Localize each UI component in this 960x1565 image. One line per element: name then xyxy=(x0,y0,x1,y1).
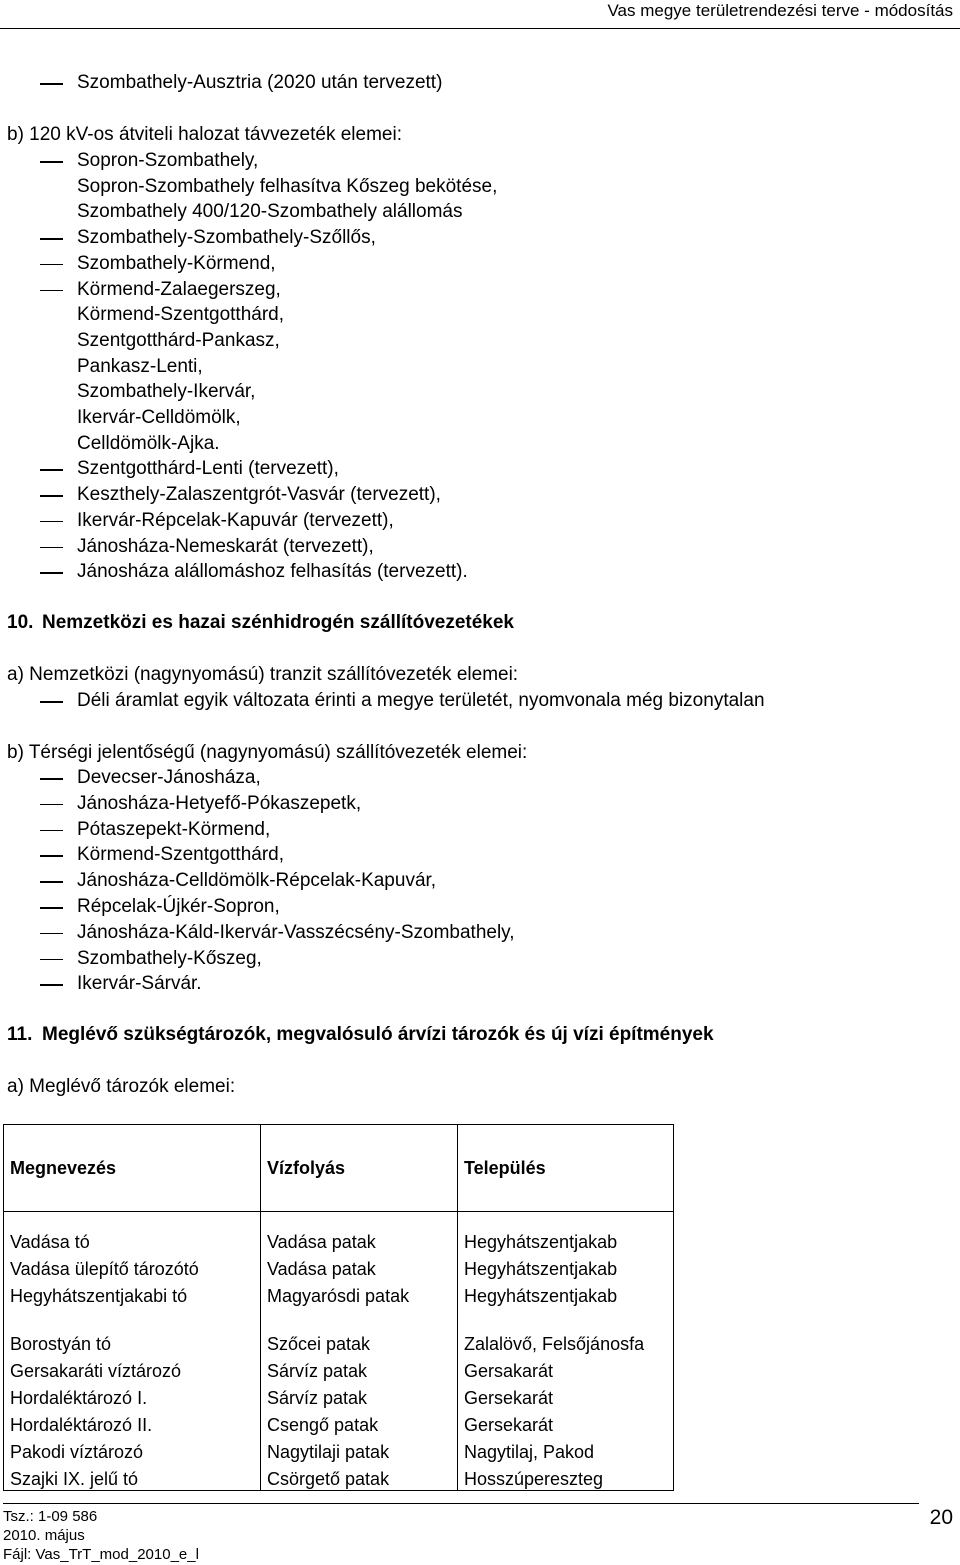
dash-bullet xyxy=(40,161,63,163)
list-item: Ikervár-Sárvár. xyxy=(0,971,960,997)
table-cell: Hordaléktározó II. xyxy=(4,1409,261,1436)
list-item: Sopron-Szombathely felhasítva Kőszeg bekötése, xyxy=(77,175,498,197)
section-10-sub-b: b) Térségi jelentőségű (nagynyomású) szállítóvezeték elemei: xyxy=(7,742,528,763)
dash-bullet xyxy=(40,547,63,549)
reservoirs-table xyxy=(3,1124,674,1491)
list-item: Szombathely-Körmend, xyxy=(0,251,960,277)
dash-bullet xyxy=(40,830,63,832)
header-name: Megnevezés xyxy=(4,1125,261,1212)
list-item: Sopron-Szombathely, xyxy=(0,148,960,174)
table-cell: Gersekarát xyxy=(458,1409,674,1436)
table-cell: Gersekarát xyxy=(458,1382,674,1409)
list-item: Szombathely-Szombathely-Szőllős, xyxy=(0,225,960,251)
list-item: Pankasz-Lenti, xyxy=(77,355,203,377)
dash-bullet xyxy=(40,984,63,986)
dash-bullet xyxy=(40,959,63,961)
table-row xyxy=(4,1253,674,1280)
table-cell: Hegyhátszentjakabi tó xyxy=(4,1280,261,1307)
table-cell: Hegyhátszentjakab xyxy=(458,1226,674,1253)
dash-bullet xyxy=(40,881,63,883)
dash-bullet xyxy=(40,290,63,292)
list-item: Celldömölk-Ajka. xyxy=(77,432,220,454)
table-header-row xyxy=(4,1125,674,1212)
footer-divider xyxy=(3,1503,919,1504)
dash-bullet xyxy=(40,907,63,909)
table-row xyxy=(4,1307,674,1355)
list-item: Szombathely 400/120-Szombathely alállomás xyxy=(77,201,463,223)
table-cell: Borostyán tó xyxy=(4,1307,261,1355)
table-row xyxy=(4,1436,674,1463)
table-cell: Vadása patak xyxy=(261,1253,458,1280)
list-item: Szombathely-Ausztria (2020 után tervezett) xyxy=(0,70,960,96)
table-cell: Sárvíz patak xyxy=(261,1355,458,1382)
list-item: Szombathely-Ikervár, xyxy=(77,381,256,403)
footer-tsz: Tsz.: 1-09 586 xyxy=(3,1508,98,1525)
table-cell: Nagytilaj, Pakod xyxy=(458,1436,674,1463)
list-item: Körmend-Zalaegerszeg, xyxy=(0,277,960,303)
footer-date: 2010. május xyxy=(3,1527,85,1544)
table-cell: Gersakarát xyxy=(458,1355,674,1382)
section-10-heading: 10. Nemzetközi es hazai szénhidrogén szállítóvezetékek xyxy=(7,612,515,633)
list-item: Keszthely-Zalaszentgrót-Vasvár (tervezett), xyxy=(0,482,960,508)
list-item: Szentgotthárd-Lenti (tervezett), xyxy=(0,456,960,482)
section-11-heading: 11. Meglévő szükségtározók, megvalósuló árvízi tározók és új vízi építmények xyxy=(7,1024,714,1045)
table-cell: Csörgető patak xyxy=(261,1463,458,1491)
page-number: 20 xyxy=(929,1506,953,1529)
list-item: Répcelak-Újkér-Sopron, xyxy=(0,894,960,920)
table-cell: Gersakaráti víztározó xyxy=(4,1355,261,1382)
dash-bullet xyxy=(40,495,63,497)
table-cell: Vadása tó xyxy=(4,1226,261,1253)
table-cell: Csengő patak xyxy=(261,1409,458,1436)
dash-bullet xyxy=(40,933,63,935)
table-cell: Szőcei patak xyxy=(261,1307,458,1355)
list-item: Jánosháza-Nemeskarát (tervezett), xyxy=(0,534,960,560)
list-item: Ikervár-Celldömölk, xyxy=(77,407,241,428)
dash-bullet xyxy=(40,855,63,857)
section-120kv-heading: b) 120 kV-os átviteli halozat távvezeték elemei: xyxy=(7,124,402,145)
table-cell: Hordaléktározó I. xyxy=(4,1382,261,1409)
dash-bullet xyxy=(40,238,63,240)
table-row xyxy=(4,1409,674,1436)
list-item: Pótaszepekt-Körmend, xyxy=(0,817,960,843)
document-title: Vas megye területrendezési terve - módosítás xyxy=(607,1,953,20)
page-header xyxy=(0,0,960,29)
header-settlement: Település xyxy=(458,1125,674,1212)
footer-file: Fájl: Vas_TrT_mod_2010_e_l xyxy=(3,1546,199,1563)
list-item: Szentgotthárd-Pankasz, xyxy=(77,329,280,351)
table-cell: Nagytilaji patak xyxy=(261,1436,458,1463)
table-row xyxy=(4,1355,674,1382)
list-item: Jánosháza alállomáshoz felhasítás (tervezett). xyxy=(0,559,960,585)
table-row xyxy=(4,1463,674,1491)
dash-bullet xyxy=(40,778,63,780)
list-item: Körmend-Szentgotthárd, xyxy=(77,304,285,326)
dash-bullet xyxy=(40,264,63,266)
list-item: Körmend-Szentgotthárd, xyxy=(0,842,960,868)
table-cell: Hosszúpereszteg xyxy=(458,1463,674,1491)
list-item: Déli áramlat egyik változata érinti a megye területét, nyomvonala még bizonytalan xyxy=(0,688,960,714)
table-cell: Vadása ülepítő tározótó xyxy=(4,1253,261,1280)
table-cell: Vadása patak xyxy=(261,1226,458,1253)
table-cell: Szajki IX. jelű tó xyxy=(4,1463,261,1491)
table-row xyxy=(4,1280,674,1307)
table-cell: Hegyhátszentjakab xyxy=(458,1280,674,1307)
section-10-sub-a: a) Nemzetközi (nagynyomású) tranzit szállítóvezeték elemei: xyxy=(7,664,519,685)
list-item: Szombathely-Kőszeg, xyxy=(0,946,960,972)
footer-info xyxy=(3,1507,199,1564)
list-item: Jánosháza-Hetyefő-Pókaszepetk, xyxy=(0,791,960,817)
list-item: Jánosháza-Celldömölk-Répcelak-Kapuvár, xyxy=(0,868,960,894)
dash-bullet xyxy=(40,804,63,806)
table-cell: Hegyhátszentjakab xyxy=(458,1253,674,1280)
list-item: Ikervár-Répcelak-Kapuvár (tervezett), xyxy=(0,508,960,534)
table-row xyxy=(4,1226,674,1253)
table-cell: Magyarósdi patak xyxy=(261,1280,458,1307)
table-cell: Pakodi víztározó xyxy=(4,1436,261,1463)
dash-bullet xyxy=(40,521,63,523)
table-cell: Sárvíz patak xyxy=(261,1382,458,1409)
list-item: Devecser-Jánosháza, xyxy=(0,765,960,791)
dash-bullet xyxy=(40,572,63,574)
table-cell: Zalalövő, Felsőjánosfa xyxy=(458,1307,674,1355)
table-row xyxy=(4,1382,674,1409)
list-item: Jánosháza-Káld-Ikervár-Vasszécsény-Szombathely, xyxy=(0,920,960,946)
header-river: Vízfolyás xyxy=(261,1125,458,1212)
dash-bullet xyxy=(40,469,63,471)
dash-bullet xyxy=(40,83,63,85)
dash-bullet xyxy=(40,701,63,703)
section-11-sub-a: a) Meglévő tározók elemei: xyxy=(7,1076,236,1097)
